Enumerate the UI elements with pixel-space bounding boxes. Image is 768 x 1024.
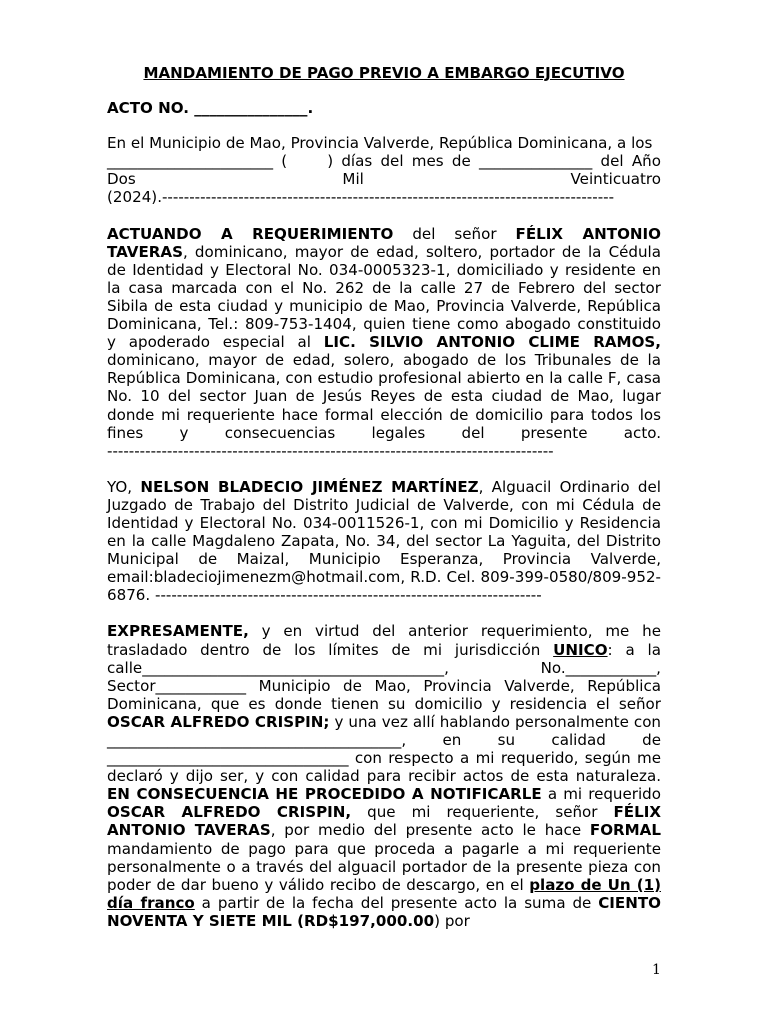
paragraph-actuando	[107, 225, 661, 460]
text-run: a partir de la fecha del presente acto la suma de	[194, 893, 599, 912]
text-run: , por medio del presente acto le hace	[270, 821, 590, 840]
text-run: y una vez allí hablando personalmente con _______________________________________, en su calidad de ________________________________ con respecto a mi requerido, según me declaró y dijo ser, y con calidad para recibir actos de esta naturaleza.	[107, 712, 661, 786]
requeriente-name: FÉLIX ANTONIO TAVERAS	[107, 224, 661, 261]
date-line-2	[107, 152, 661, 170]
acto-number: ACTO NO. _______________.	[107, 99, 314, 118]
alguacil-name: NELSON BLADECIO JIMÉNEZ MARTÍNEZ	[140, 477, 479, 496]
requeriente-name-2: FÉLIX ANTONIO TAVERAS	[107, 803, 661, 840]
text-run: YO,	[107, 477, 141, 496]
date-line-1: En el Municipio de Mao, Provincia Valverde, República Dominicana, a los	[107, 134, 653, 153]
formal-label: FORMAL	[589, 821, 661, 840]
date-line-4: (2024).-----------------------------------------------------------------------------------	[107, 188, 615, 207]
amount-label: CIENTO NOVENTA Y SIETE MIL (RD$197,000.00	[107, 893, 661, 930]
year-label: del Año	[600, 152, 661, 171]
paragraph-expresamente	[107, 622, 661, 930]
document-title: MANDAMIENTO DE PAGO PREVIO A EMBARGO EJECUTIVO	[143, 64, 625, 82]
year-word-3: Veinticuatro	[570, 170, 661, 189]
dash-line: ----------------------------------------------------------------------------------	[107, 441, 554, 460]
year-word-2: Mil	[342, 170, 364, 189]
text-run: , Alguacil Ordinario del Juzgado de Trabajo del Distrito Judicial de Valverde, con mi Cédula de Identidad y Electoral No. 034-0011526-1, con mi Domicilio y Residencia en la calle Magdaleno Zapata, No. 34, del sector La Yaguita, del Distrito Municipal de Maizal, Municipio Esperanza, Provincia Valverde, email:bladeciojimenezm@hotmail.com, R.D. Cel. 809-399-0580/809-952-6876. -----------------------------------------------------------------------	[107, 477, 661, 605]
text-run: : a la calle________________________________________, No.____________, Sector____________ Municipio de Mao, Provincia Valverde, República Dominicana, que es donde tienen su domicilio y residencia el señor	[107, 640, 661, 713]
text-run: que mi requeriente, señor	[351, 803, 614, 822]
text-run: a mi requerido	[541, 785, 661, 804]
abogado-name: LIC. SILVIO ANTONIO CLIME RAMOS,	[323, 333, 661, 352]
plazo-label: plazo de Un (1) día franco	[107, 875, 661, 912]
actuando-heading: ACTUANDO A REQUERIMIENTO	[107, 224, 394, 243]
days-of-month-text: ) días del mes de	[327, 152, 471, 171]
expresamente-heading: EXPRESAMENTE,	[107, 622, 249, 641]
text-run: dominicano, mayor de edad, solero, abogado de los Tribunales de la República Dominicana, con estudio profesional abierto en la calle F, casa No. 10 del sector Juan de Jesús Reyes de esta ciudad de Mao, lugar donde mi requeriente hace formal elección de domicilio para todos los fines y consecuencias legales del presente acto.	[107, 351, 661, 442]
month-blank: _______________	[479, 152, 593, 171]
paragraph-date	[107, 134, 661, 206]
day-blank: ______________________	[107, 152, 274, 171]
date-line-3	[107, 170, 661, 188]
open-paren: (	[281, 152, 288, 171]
text-run: , dominicano, mayor de edad, soltero, portador de la Cédula de Identidad y Electoral No. 034-0005323-1, domiciliado y residente en la casa marcada con el No. 262 de la calle 27 de Febrero del sector Sibila de esta ciudad y municipio de Mao, Provincia Valverde, República Dominicana, Tel.: 809-753-1404, quien tiene como abogado constituido y apoderado especial al	[107, 242, 661, 352]
requerido-name-2: OSCAR ALFREDO CRISPIN,	[107, 803, 352, 822]
text-run: y en virtud del anterior requerimiento, me he trasladado dentro de los límites de mi jurisdicción	[107, 622, 661, 659]
text-run: mandamiento de pago para que proceda a pagarle a mi requeriente personalmente o a través del alguacil portador de la presente pieza con poder de dar bueno y válido recibo de descargo, en el	[107, 839, 661, 894]
page-number: 1	[652, 962, 661, 978]
text-run: del señor	[393, 224, 516, 243]
text-run: ) por	[434, 911, 470, 930]
document-body	[107, 64, 661, 948]
requerido-name: OSCAR ALFREDO CRISPIN;	[107, 712, 330, 731]
year-word-1: Dos	[107, 170, 136, 189]
actuando-text	[107, 225, 661, 442]
unico-label: UNICO	[553, 640, 608, 659]
notificacion-heading: EN CONSECUENCIA HE PROCEDIDO A NOTIFICARLE	[107, 785, 542, 804]
paragraph-alguacil	[107, 478, 661, 605]
